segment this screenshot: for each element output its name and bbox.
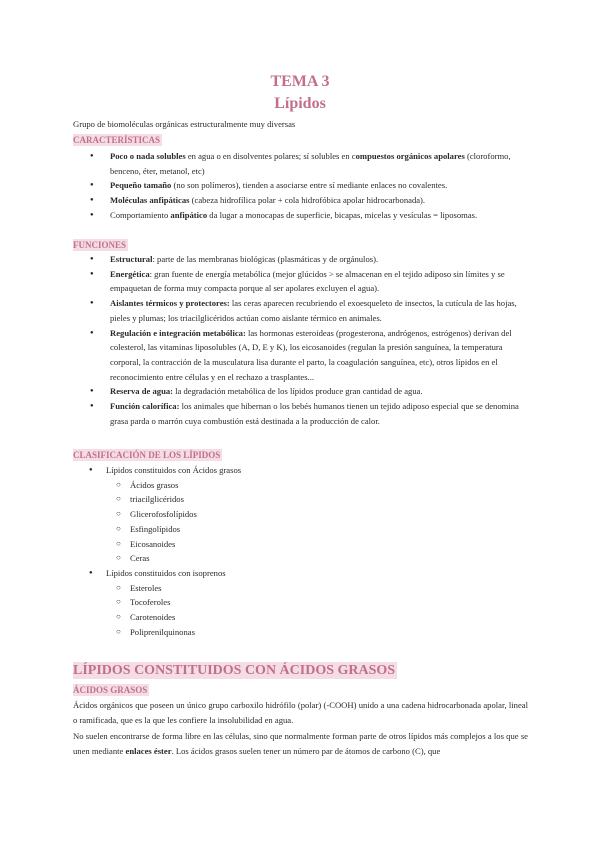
- page-title: Lípidos: [274, 95, 326, 112]
- list-item: ● Lípidos constituidos con Ácidos grasos: [106, 463, 241, 478]
- list-item: ○ Ceras: [130, 551, 241, 566]
- list-item: ○ Tocoferoles: [130, 595, 241, 610]
- list-item: ○ Esfingolípidos: [130, 522, 241, 537]
- heading-clasificacion: CLASIFICACIÓN DE LOS LÍPIDOS: [73, 450, 221, 460]
- list-item: ● Estructural: parte de las membranas biológicas (plasmáticas y de orgánulos).: [110, 252, 528, 267]
- list-item: ○ Ácidos grasos: [130, 478, 241, 493]
- topic-number: TEMA 3: [270, 73, 330, 90]
- heading-caracteristicas: CARACTERÍSTICAS: [73, 135, 161, 145]
- heading-funciones: FUNCIONES: [73, 240, 127, 250]
- paragraph: No suelen encontrarse de forma libre en las células, sino que normalmente forman parte de otros lípidos más complejos a los que se unen mediante enlaces éster. Los ácidos grasos suelen tener un número par de átomos de carbono (C), que: [73, 731, 528, 756]
- subsection-heading: ÁCIDOS GRASOS: [73, 685, 148, 695]
- list-item: ● Poco o nada solubles en agua o en disolventes polares; sí solubles en compuestos orgánicos apolares (cloroformo, benceno, éter, metanol, etc): [110, 149, 528, 178]
- sublist: [106, 581, 241, 640]
- list-item: ● Regulación e integración metabólica: las hormonas esteroideas (progesterona, andrógenos, estrógenos) derivan del colesterol, las vitaminas liposolubles (A, D, E y K), los eicosanoides (regulan la presión sanguínea, la temperatura corporal, la contracción de la musculatura lisa durante el parto, la coagulación sanguínea, etc), otros lípidos en el reconocimiento entre células y en el rechazo a trasplantes...: [110, 326, 528, 385]
- list-item: ● Pequeño tamaño (no son polímeros), tienden a asociarse entre sí mediante enlaces no covalentes.: [110, 178, 528, 193]
- sublist: [106, 478, 241, 566]
- list-item: ○ Carotenoides: [130, 610, 241, 625]
- list-item: ● Función calorífica: los animales que hibernan o los bebés humanos tienen un tejido adiposo especial que se denomina grasa parda o marrón cuya combustión está destinada a la producción de calor.: [110, 399, 528, 428]
- list-item: ● Lípidos constituidos con isoprenos: [106, 566, 241, 581]
- caracteristicas-list: [110, 149, 528, 223]
- list-item: ○ Esteroles: [130, 581, 241, 596]
- section-heading: LÍPIDOS CONSTITUIDOS CON ÁCIDOS GRASOS: [73, 663, 396, 678]
- list-item: ● Reserva de agua: la degradación metabólica de los lípidos produce gran cantidad de agua.: [110, 384, 528, 399]
- paragraph: Ácidos orgánicos que poseen un único grupo carboxilo hidrófilo (polar) (-COOH) unido a una cadena hidrocarbonada apolar, lineal o ramificada, que es la que les confiere la insolubilidad en agua.: [73, 700, 528, 725]
- list-item: ○ Glicerofosfolípidos: [130, 507, 241, 522]
- list-item: ● Moléculas anfipáticas (cabeza hidrofílica polar + cola hidrofóbica apolar hidrocarbonada).: [110, 193, 528, 208]
- clasificacion-list: [106, 463, 241, 639]
- funciones-list: [110, 252, 528, 428]
- list-item: ○ Eicosanoides: [130, 537, 241, 552]
- intro-text: Grupo de biomoléculas orgánicas estructuralmente muy diversas: [73, 119, 296, 129]
- list-item: ● Aislantes térmicos y protectores: las ceras aparecen recubriendo el exoesqueleto de insectos, la cutícula de las hojas, pieles y plumas; los triacilglicéridos actúan como aislante térmico en animales.: [110, 296, 528, 325]
- list-item: ○ Poliprenilquinonas: [130, 625, 241, 640]
- list-item: ○ triacilglicéridos: [130, 492, 241, 507]
- list-item: ● Energética: gran fuente de energía metabólica (mejor glúcidos > se almacenan en el tejido adiposo sin límites y se empaquetan de forma muy compacta porque al ser apolares excluyen el agua).: [110, 267, 528, 296]
- list-item: ● Comportamiento anfipático da lugar a monocapas de superficie, bicapas, micelas y vesículas = liposomas.: [110, 208, 528, 223]
